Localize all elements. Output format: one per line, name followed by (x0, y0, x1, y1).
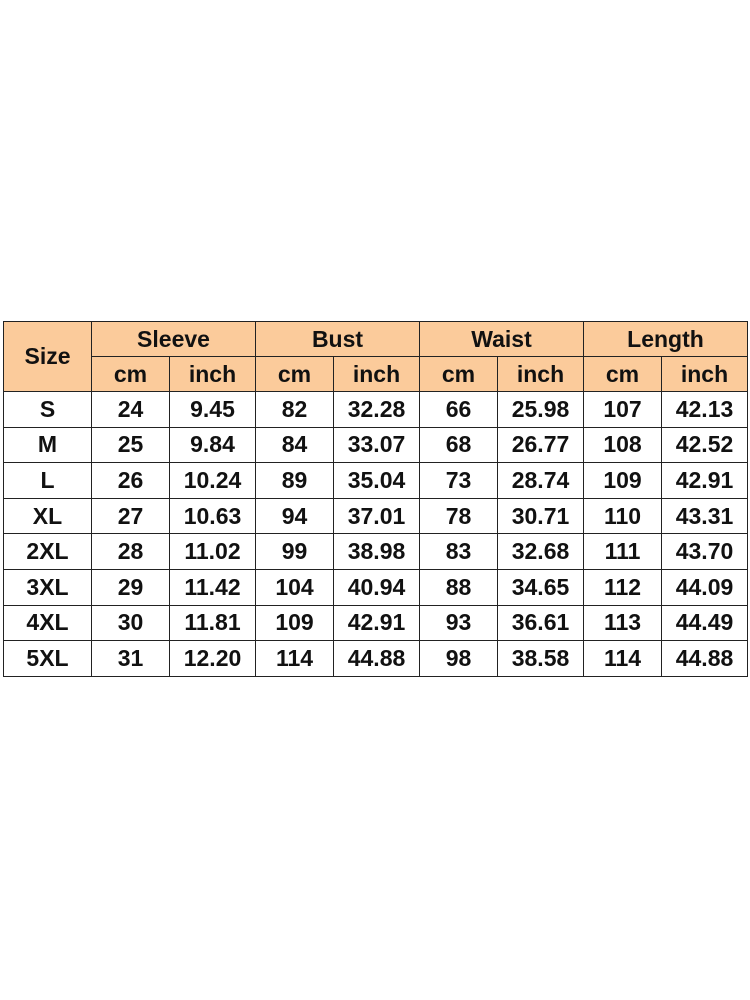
measurement-cell: 26 (92, 463, 170, 499)
size-cell: L (4, 463, 92, 499)
size-cell: 4XL (4, 605, 92, 641)
measurement-cell: 11.02 (170, 534, 256, 570)
measurement-cell: 38.58 (498, 641, 584, 677)
measurement-cell: 66 (420, 392, 498, 428)
measurement-cell: 110 (584, 498, 662, 534)
measurement-cell: 44.88 (334, 641, 420, 677)
table-row (4, 498, 748, 534)
measurement-cell: 43.70 (662, 534, 748, 570)
measurement-cell: 33.07 (334, 427, 420, 463)
measurement-cell: 30.71 (498, 498, 584, 534)
measurement-cell: 38.98 (334, 534, 420, 570)
measurement-cell: 28 (92, 534, 170, 570)
header-group-waist: Waist (420, 322, 584, 357)
measurement-cell: 114 (256, 641, 334, 677)
measurement-cell: 108 (584, 427, 662, 463)
size-cell: 3XL (4, 569, 92, 605)
measurement-cell: 28.74 (498, 463, 584, 499)
table-row (4, 392, 748, 428)
table-row (4, 605, 748, 641)
measurement-cell: 26.77 (498, 427, 584, 463)
measurement-cell: 99 (256, 534, 334, 570)
measurement-cell: 44.09 (662, 569, 748, 605)
measurement-cell: 88 (420, 569, 498, 605)
measurement-cell: 27 (92, 498, 170, 534)
measurement-cell: 12.20 (170, 641, 256, 677)
measurement-cell: 107 (584, 392, 662, 428)
header-size: Size (4, 322, 92, 392)
measurement-cell: 44.88 (662, 641, 748, 677)
size-cell: 5XL (4, 641, 92, 677)
header-unit-inch: inch (498, 357, 584, 392)
size-cell: XL (4, 498, 92, 534)
measurement-cell: 113 (584, 605, 662, 641)
measurement-cell: 112 (584, 569, 662, 605)
measurement-cell: 9.45 (170, 392, 256, 428)
measurement-cell: 94 (256, 498, 334, 534)
table-row (4, 463, 748, 499)
header-unit-cm: cm (92, 357, 170, 392)
size-cell: M (4, 427, 92, 463)
measurement-cell: 40.94 (334, 569, 420, 605)
measurement-cell: 44.49 (662, 605, 748, 641)
measurement-cell: 104 (256, 569, 334, 605)
measurement-cell: 42.13 (662, 392, 748, 428)
measurement-cell: 37.01 (334, 498, 420, 534)
measurement-cell: 42.52 (662, 427, 748, 463)
table-row (4, 427, 748, 463)
header-unit-inch: inch (334, 357, 420, 392)
measurement-cell: 32.68 (498, 534, 584, 570)
measurement-cell: 109 (584, 463, 662, 499)
table-row (4, 569, 748, 605)
size-cell: S (4, 392, 92, 428)
measurement-cell: 114 (584, 641, 662, 677)
measurement-cell: 31 (92, 641, 170, 677)
header-unit-cm: cm (256, 357, 334, 392)
header-unit-cm: cm (584, 357, 662, 392)
measurement-cell: 32.28 (334, 392, 420, 428)
measurement-cell: 30 (92, 605, 170, 641)
size-cell: 2XL (4, 534, 92, 570)
header-unit-row (4, 357, 748, 392)
measurement-cell: 35.04 (334, 463, 420, 499)
measurement-cell: 43.31 (662, 498, 748, 534)
measurement-cell: 29 (92, 569, 170, 605)
measurement-cell: 11.81 (170, 605, 256, 641)
measurement-cell: 68 (420, 427, 498, 463)
measurement-cell: 24 (92, 392, 170, 428)
measurement-cell: 83 (420, 534, 498, 570)
measurement-cell: 109 (256, 605, 334, 641)
header-unit-inch: inch (662, 357, 748, 392)
measurement-cell: 9.84 (170, 427, 256, 463)
measurement-cell: 36.61 (498, 605, 584, 641)
measurement-cell: 78 (420, 498, 498, 534)
table-row (4, 641, 748, 677)
table-row (4, 534, 748, 570)
header-unit-cm: cm (420, 357, 498, 392)
measurement-cell: 98 (420, 641, 498, 677)
table-body (4, 392, 748, 677)
measurement-cell: 82 (256, 392, 334, 428)
header-group-sleeve: Sleeve (92, 322, 256, 357)
measurement-cell: 111 (584, 534, 662, 570)
measurement-cell: 73 (420, 463, 498, 499)
measurement-cell: 89 (256, 463, 334, 499)
measurement-cell: 25.98 (498, 392, 584, 428)
table-header (4, 322, 748, 392)
measurement-cell: 10.63 (170, 498, 256, 534)
measurement-cell: 42.91 (662, 463, 748, 499)
measurement-cell: 25 (92, 427, 170, 463)
measurement-cell: 10.24 (170, 463, 256, 499)
header-group-bust: Bust (256, 322, 420, 357)
header-group-length: Length (584, 322, 748, 357)
measurement-cell: 84 (256, 427, 334, 463)
header-unit-inch: inch (170, 357, 256, 392)
measurement-cell: 93 (420, 605, 498, 641)
header-group-row (4, 322, 748, 357)
measurement-cell: 42.91 (334, 605, 420, 641)
measurement-cell: 11.42 (170, 569, 256, 605)
measurement-cell: 34.65 (498, 569, 584, 605)
size-chart-table (3, 321, 748, 677)
